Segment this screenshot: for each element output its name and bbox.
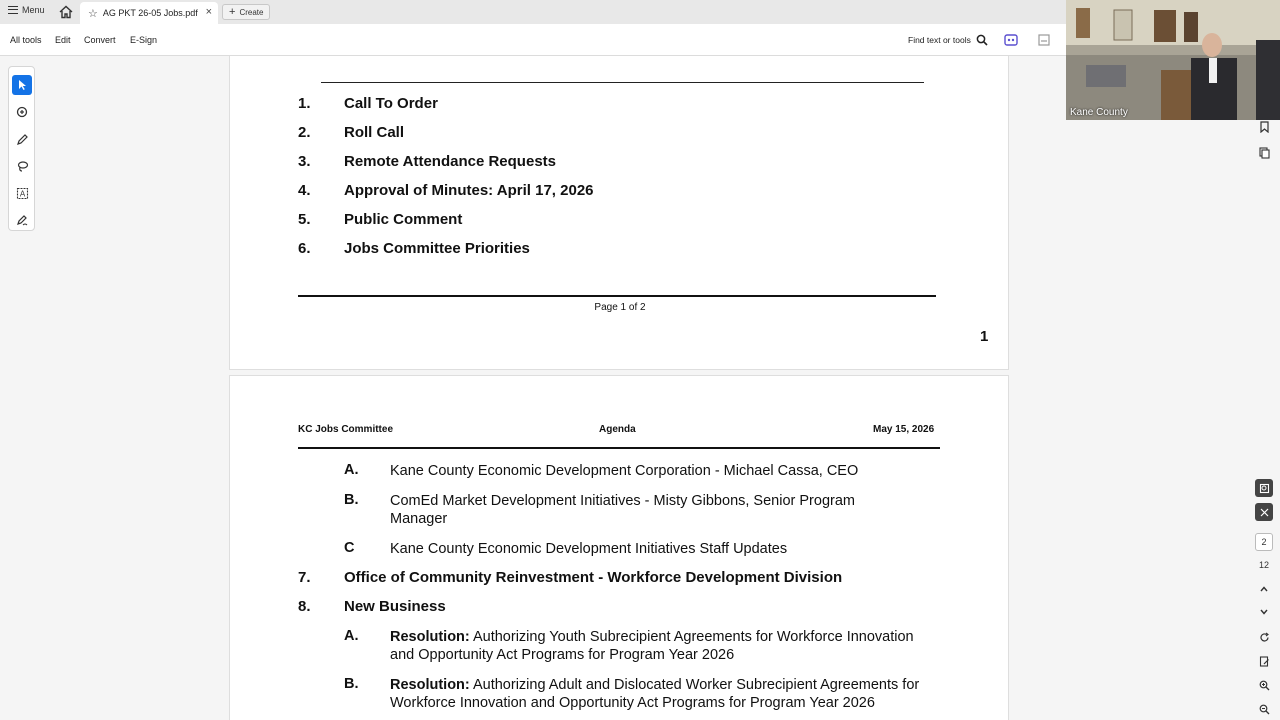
header-committee: KC Jobs Committee	[298, 424, 394, 435]
zoom-in-icon[interactable]	[1255, 676, 1273, 694]
video-feed	[1066, 0, 1280, 120]
text-tool-button[interactable]	[12, 183, 32, 203]
cursor-icon	[16, 79, 28, 91]
document-tab-title: AG PKT 26-05 Jobs.pdf	[102, 8, 198, 18]
signature-icon	[16, 214, 29, 227]
pen-icon	[16, 133, 29, 146]
home-icon[interactable]	[58, 4, 74, 20]
highlight-tool-button[interactable]	[12, 129, 32, 149]
pdf-page-2: KC Jobs Committee Agenda May 15, 2026 A. Kane County Economic Development Corporation - Michael Cassa, CEO B. ComEd Market Development Initiatives - Misty Gibbons, Senior Program Manager C Kane County Economic Development Initiatives Staff Updates 7. Office of Community Reinvestment - Workforce Development Division 8. New Business A. Resolution: Authorizing Youth Subrecipient Agreements for Workforce Innovation and Opportunity Act Programs for Program Year 2026 B. Resolution: Authorizing Adult and Dislocated Worker Subrecipient Agreements for Workforce Innovation and Opportunity Act Programs for Program Year 2026	[229, 375, 1009, 720]
refresh-icon[interactable]	[1255, 628, 1273, 646]
find-text-or-tools[interactable]	[908, 34, 988, 46]
comment-tool-button[interactable]	[12, 102, 32, 122]
meeting-room-image	[1066, 0, 1280, 120]
hamburger-icon	[8, 6, 18, 14]
menu-button[interactable]	[8, 5, 45, 15]
edit-button[interactable]: Edit	[55, 35, 71, 45]
create-label: Create	[239, 7, 264, 17]
comment-icon	[16, 106, 29, 119]
quick-tools-panel	[8, 66, 35, 231]
page-footer: Page 1 of 2	[594, 302, 646, 313]
header-date: May 15, 2026	[873, 424, 935, 435]
page-number: 1	[980, 328, 989, 345]
previous-page-icon[interactable]	[1255, 580, 1273, 598]
zoom-out-icon[interactable]	[1255, 700, 1273, 718]
star-icon[interactable]: ☆	[88, 7, 98, 20]
next-page-icon[interactable]	[1255, 603, 1273, 621]
svg-text:A: A	[19, 189, 25, 198]
header-agenda: Agenda	[599, 424, 636, 435]
header-divider	[298, 447, 940, 449]
scan-ocr-icon[interactable]	[1255, 479, 1273, 497]
close-tab-icon[interactable]: ×	[205, 6, 212, 18]
ai-assistant-icon[interactable]	[1003, 32, 1019, 48]
bookmark-icon[interactable]	[1255, 118, 1273, 136]
all-tools-button[interactable]: All tools	[10, 35, 42, 45]
plus-icon: +	[229, 6, 236, 18]
video-participant-label: Kane County	[1070, 107, 1128, 118]
top-divider	[321, 82, 924, 83]
select-tool-button[interactable]	[12, 75, 32, 95]
sign-tool-button[interactable]	[12, 210, 32, 230]
pages-icon[interactable]	[1255, 144, 1273, 162]
create-button[interactable]	[222, 4, 270, 20]
convert-button[interactable]: Convert	[84, 35, 116, 45]
draw-tool-button[interactable]	[12, 156, 32, 176]
page-edit-icon[interactable]	[1255, 652, 1273, 670]
text-box-icon	[16, 187, 29, 200]
pdf-page-1: 1. Call To Order 2. Roll Call 3. Remote Attendance Requests 4. Approval of Minutes: April 17, 2026 5. Public Comment 6. Jobs Committee Priorities Page 1 of 2 1	[229, 56, 1009, 370]
esign-button[interactable]: E-Sign	[130, 35, 158, 45]
fit-page-icon[interactable]	[1255, 503, 1273, 521]
save-icon[interactable]	[1036, 32, 1052, 48]
document-tab[interactable]	[80, 2, 218, 24]
current-page-field[interactable]: 2	[1255, 533, 1273, 551]
total-pages: 12	[1258, 560, 1269, 570]
search-icon	[976, 34, 988, 46]
find-label: Find text or tools	[908, 35, 971, 45]
menu-label: Menu	[22, 5, 45, 15]
footer-divider	[298, 295, 936, 297]
lasso-icon	[16, 160, 29, 173]
